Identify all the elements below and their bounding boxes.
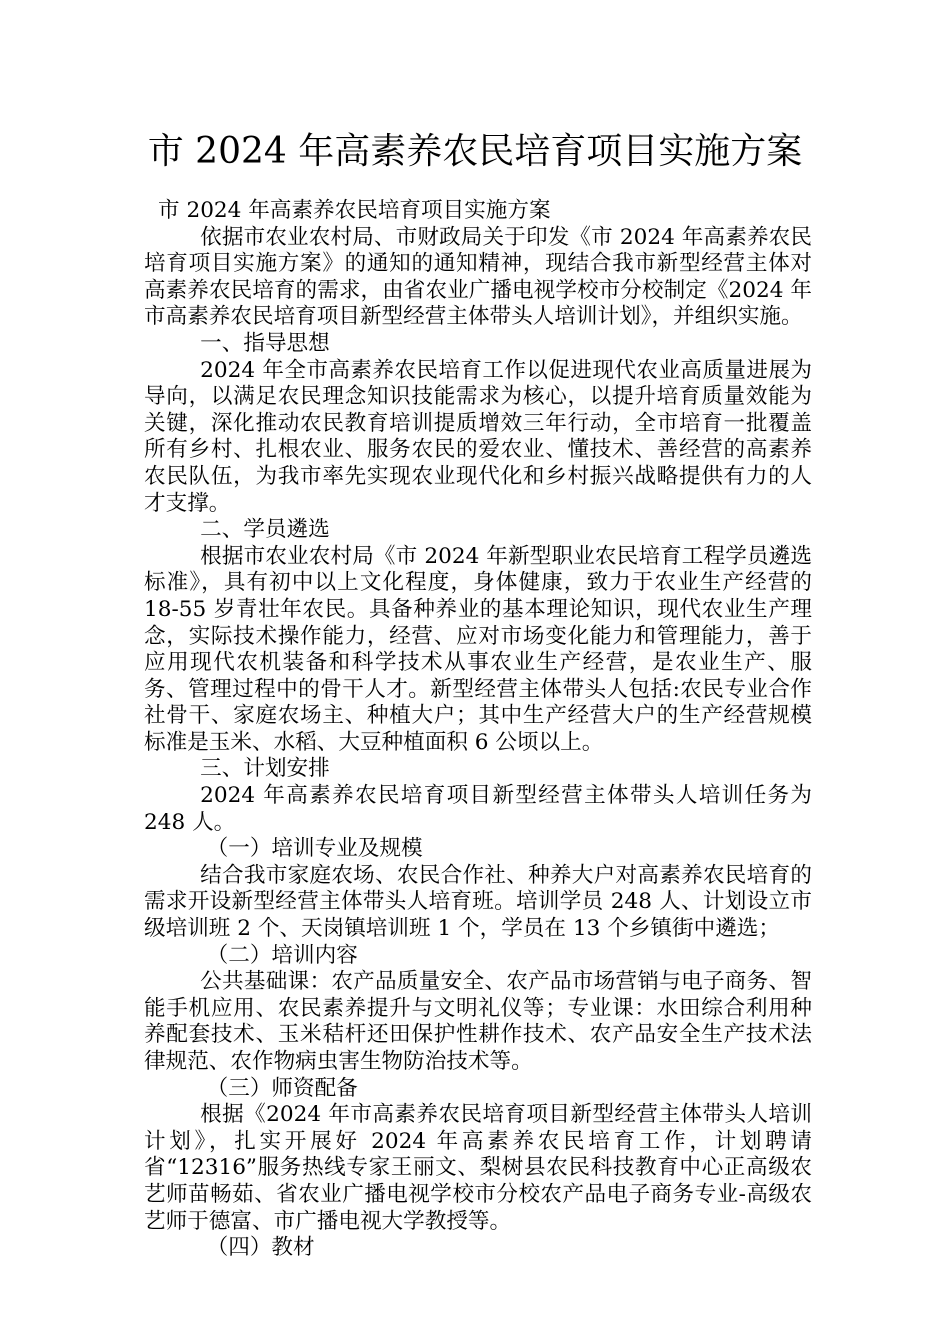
paragraph-teachers: 根据《2024 年市高素养农民培育项目新型经营主体带头人培训计划》，扎实开展好 2024 年高素养农民培育工作，计划聘请省“12316”服务热线专家王丽文、梨树县农民科技教育中心正高级农艺师苗畅茹、省农业广播电视学校市分校农产品电子商务专业-高级农艺师于德富、市广播电视大学教授等。 <box>144 1102 812 1234</box>
document-subtitle: 市 2024 年高素养农民培育项目实施方案 <box>158 198 551 223</box>
heading-guiding-ideology: 一、指导思想 <box>200 330 330 356</box>
subheading-training-scale: （一）培训专业及规模 <box>206 836 423 862</box>
document-body <box>144 198 812 1262</box>
paragraph-intro: 依据市农业农村局、市财政局关于印发《市 2024 年高素养农民培育项目实施方案》的通知的通知精神，现结合我市新型经营主体对高素养农民培育的需求，由省农业广播电视学校市分校制定《2024 年市高素养农民培育项目新型经营主体带头人培训计划》，并组织实施。 <box>144 224 812 330</box>
subheading-teachers: （三）师资配备 <box>206 1075 358 1101</box>
paragraph-guiding-ideology: 2024 年全市高素养农民培育工作以促进现代农业高质量进展为导向，以满足农民理念知识技能需求为核心，以提升培育质量效能为关键，深化推动农民教育培训提质增效三年行动，全市培育一批覆盖所有乡村、扎根农业、服务农民的爱农业、懂技术、善经营的高素养农民队伍，为我市率先实现农业现代化和乡村振兴战略提供有力的人才支撑。 <box>144 357 812 516</box>
subheading-textbooks: （四）教材 <box>206 1235 315 1261</box>
document-title: 市 2024 年高素养农民培育项目实施方案 <box>147 131 803 172</box>
paragraph-student-selection: 根据市农业农村局《市 2024 年新型职业农民培育工程学员遴选标准》，具有初中以上文化程度，身体健康，致力于农业生产经营的 18-55 岁青壮年农民。具备种养业的基本理论知识，现代农业生产理念，实际技术操作能力，经营、应对市场变化能力和管理能力，善于应用现代农机装备和科学技术从事农业生产经营，是农业生产、服务、管理过程中的骨干人才。新型经营主体带头人包括:农民专业合作社骨干、家庭农场主、种植大户；其中生产经营大户的生产经营规模标准是玉米、水稻、大豆种植面积 6 公顷以上。 <box>144 543 812 755</box>
paragraph-training-content: 公共基础课：农产品质量安全、农产品市场营销与电子商务、智能手机应用、农民素养提升与文明礼仪等；专业课：水田综合利用种养配套技术、玉米秸杆还田保护性耕作技术、农产品安全生产技术法律规范、农作物病虫害生物防治技术等。 <box>144 969 812 1074</box>
subheading-training-content: （二）培训内容 <box>206 942 358 968</box>
heading-student-selection: 二、学员遴选 <box>200 517 330 543</box>
paragraph-plan-arrangement: 2024 年高素养农民培育项目新型经营主体带头人培训任务为 248 人。 <box>144 783 812 835</box>
paragraph-training-scale: 结合我市家庭农场、农民合作社、种养大户对高素养农民培育的需求开设新型经营主体带头人培育班。培训学员 248 人、计划设立市级培训班 2 个、天岗镇培训班 1 个，学员在 13 个乡镇街中遴选； <box>144 862 812 942</box>
heading-plan-arrangement: 三、计划安排 <box>200 756 330 782</box>
